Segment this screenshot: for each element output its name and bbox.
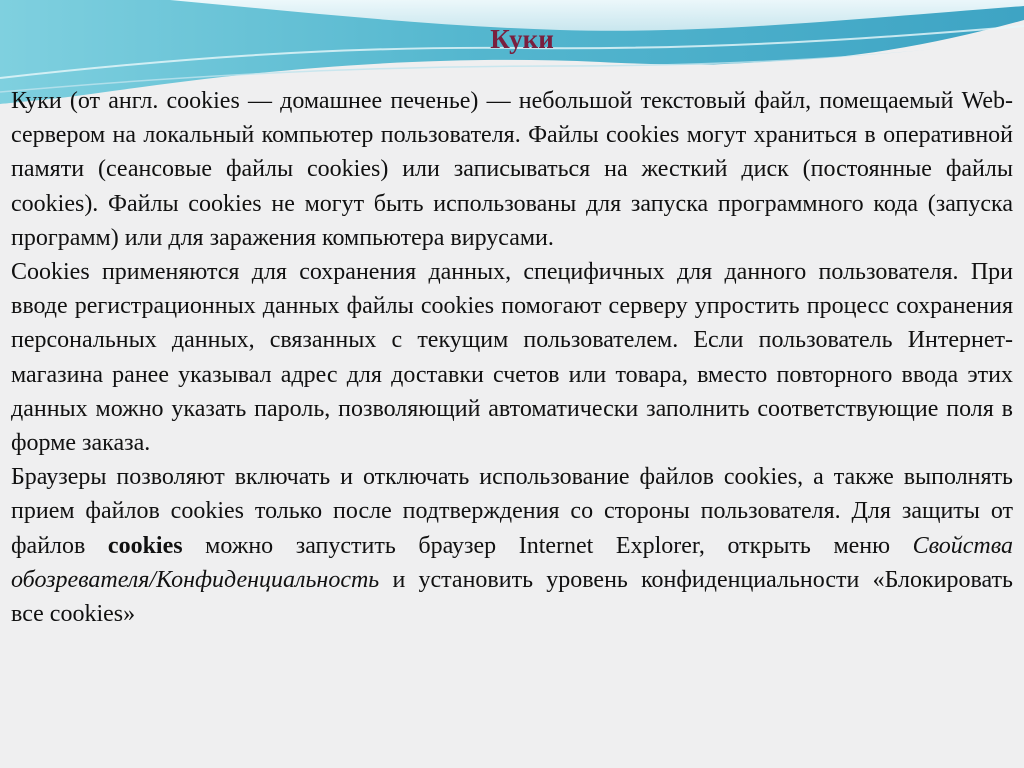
paragraph-3-text-3: и установить уровень конфиденциальности «Блокировать все cookies» [11,566,1013,628]
slide-body [11,84,1013,631]
slide-title: Куки [490,24,554,54]
paragraph-3 [11,460,1013,631]
cookies-bold-term: cookies [107,532,183,559]
paragraph-1: Куки (от англ. cookies — домашнее печенье) — небольшой текстовый файл, помещаемый Web-сервером на локальный компьютер пользователя. Файлы cookies могут храниться в оперативной памяти (сеансовые файлы cookies) или записываться на жесткий диск (постоянные файлы cookies). Файлы cookies не могут быть использованы для запуска программного кода (запуска программ) или для заражения компьютера вирусами. [11,88,1013,251]
paragraph-2: Cookies применяются для сохранения данных, специфичных для данного пользователя. При вводе регистрационных данных файлы cookies помогают серверу упростить процесс сохранения персональных данных, связанных с текущим пользователем. Если пользователь Интернет-магазина ранее указывал адрес для доставки счетов или товара, вместо повторного ввода этих данных можно указать пароль, позволяющий автоматически заполнить соответствующие поля в форме заказа. [11,259,1013,457]
menu-path-italic: Свойства обозревателя/Конфиденциальность [11,532,1013,593]
paragraph-3-text-2: можно запустить браузер Internet Explorer, открыть меню [182,532,913,559]
paragraph-3-text-1: Браузеры позволяют включать и отключать использование файлов cookies, а также выполнять прием файлов cookies только после подтверждения со стороны пользователя. Для защиты от файлов [11,464,1013,559]
